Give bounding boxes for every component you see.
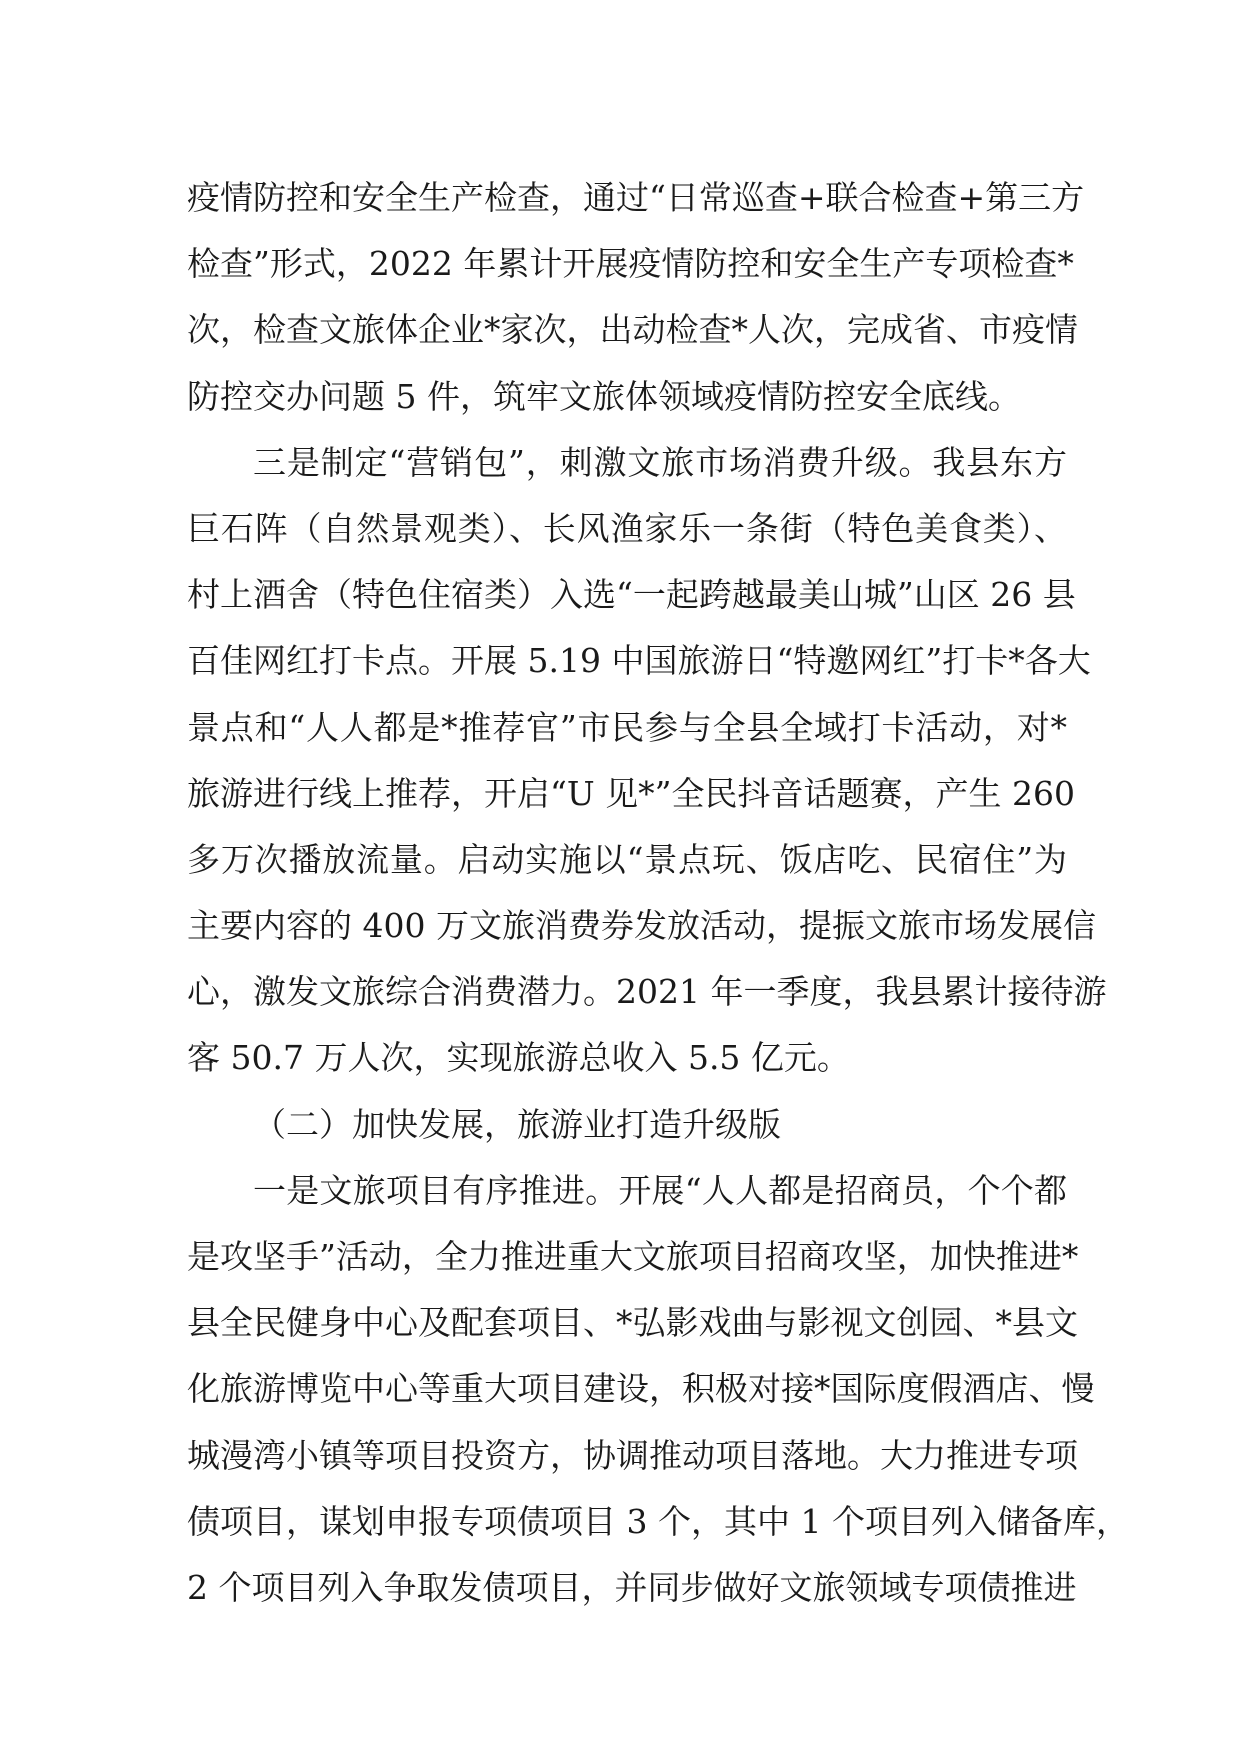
text-line: 化旅游博览中心等重大项目建设，积极对接*国际度假酒店、慢 (187, 1369, 1095, 1409)
paragraph-start-line: 三是制定“营销包”，刺激文旅市场消费升级。我县东方 (253, 442, 1067, 482)
text-line: 检查”形式，2022 年累计开展疫情防控和安全生产专项检查* (187, 244, 1074, 284)
text-line: 多万次播放流量。启动实施以“景点玩、饭店吃、民宿住”为 (187, 839, 1067, 879)
text-line: 疫情防控和安全生产检查，通过“日常巡查+联合检查+第三方 (187, 178, 1085, 217)
text-line: 旅游进行线上推荐，开启“U 见*”全民抖音话题赛，产生 260 (187, 773, 1076, 813)
text-line: 债项目，谋划申报专项债项目 3 个，其中 1 个项目列入储备库， (187, 1501, 1129, 1541)
text-line: 心，激发文旅综合消费潜力。2021 年一季度，我县累计接待游 (187, 972, 1107, 1012)
text-line: 是攻坚手”活动，全力推进重大文旅项目招商攻坚，加快推进* (187, 1237, 1079, 1276)
text-line: 次，检查文旅体企业*家次，出动检查*人次，完成省、市疫情 (187, 310, 1078, 350)
text-line: 百佳网红打卡点。开展 5.19 中国旅游日“特邀网红”打卡*各大 (187, 641, 1091, 681)
text-line: 防控交办问题 5 件，筑牢文旅体领域疫情防控安全底线。 (187, 376, 1021, 416)
text-line: 客 50.7 万人次，实现旅游总收入 5.5 亿元。 (187, 1038, 850, 1078)
text-line: 景点和“人人都是*推荐官”市民参与全县全域打卡活动，对* (187, 707, 1067, 747)
document-body (187, 165, 1129, 1621)
text-line: 巨石阵（自然景观类）、长风渔家乐一条街（特色美食类）、 (187, 508, 1067, 548)
paragraph-start-line: 一是文旅项目有序推进。开展“人人都是招商员，个个都 (253, 1170, 1067, 1210)
section-heading: （二）加快发展，旅游业打造升级版 (253, 1104, 781, 1144)
text-line: 主要内容的 400 万文旅消费券发放活动，提振文旅市场发展信 (187, 906, 1096, 946)
text-line: 村上酒舍（特色住宿类）入选“一起跨越最美山城”山区 26 县 (187, 575, 1076, 615)
text-line: 县全民健身中心及配套项目、*弘影戏曲与影视文创园、*县文 (187, 1303, 1078, 1343)
text-line: 2 个项目列入争取发债项目，并同步做好文旅领域专项债推进 (187, 1567, 1077, 1607)
text-line: 城漫湾小镇等项目投资方，协调推动项目落地。大力推进专项 (187, 1435, 1078, 1475)
